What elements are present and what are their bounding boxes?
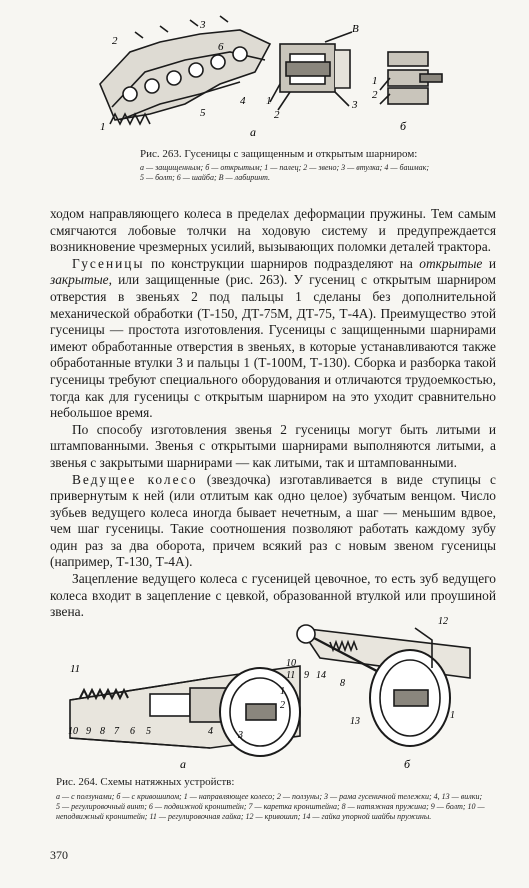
term-open: открытые [419, 255, 483, 271]
figure-264-legend: а — с ползунами; б — с кривошипом; 1 — направляющее колесо; 2 — ползуны; 3 — рама гусеничной тележки; 4, 13 — вилки; 5 — регулировочный винт; 6 — подвижной кронштейн; 7 — каретка кронштейна; 8 — натяжная пружина; 9 — болт; 10 — неподвижный кронштейн; 11 — регулировочная гайка; 12 — кривошип; 14 — гайка упорной шайбы пружины. [56, 792, 485, 821]
fig264-label-3: 3 [238, 730, 243, 741]
term-drive-wheel: Ведущее колесо [72, 471, 198, 487]
figure-264-caption: Рис. 264. Схемы натяжных устройств: [56, 776, 235, 788]
paragraph-2-a: по конструкции шарниров подразделяют на [144, 255, 420, 271]
fig263-label-6: 6 [218, 41, 224, 53]
fig264-label-8: 8 [100, 726, 105, 737]
paragraph-1: ходом направляющего колеса в пределах деформации пружины. Тем самым смягчаются лобовые толчки на ходовую систему и предупреждается возникновение чрезмерных усилий, вызывающих поломки деталей трактора. [50, 206, 496, 255]
term-closed: закрытые [50, 272, 109, 288]
fig263-label-s1: 1 [372, 75, 378, 87]
fig264-label-2: 2 [280, 700, 285, 711]
fig263-label-r2: 2 [274, 109, 280, 121]
fig263-label-r3: 3 [352, 99, 358, 111]
fig264-label-10: 10 [68, 726, 78, 737]
fig263-label-b: б [400, 119, 407, 133]
fig263-label-s2: 2 [372, 89, 378, 101]
fig264-label-6: 6 [130, 726, 135, 737]
paragraph-4 [50, 472, 496, 572]
paragraph-3: По способу изготовления звенья 2 гусеницы могут быть литыми и штампованными. Звенья с открытыми шарнирами выполняются литыми, а звенья с закрытыми шарнирами — как литыми, так и штампованными. [50, 421, 496, 470]
paragraph-2-and: и [482, 255, 496, 271]
fig264-label-1: 1 [280, 686, 285, 697]
paragraph-2-rest: , или защищенные (рис. 263). У гусениц с открытым шарниром отверстия в звеньях 2 под пальцы 1 сделаны без дополнительной механической обработки (Т-150, ДТ-75М, ДТ-75, Т-4А). Преимущество этой гусеницы — простота изготовления. Гусеницы с защищенными шарнирами имеют обработанные отверстия в звеньях, в которые устанавливаются также обработанные втулки 3 и пальцы 1 (Т-100М, Т-130). Сборка и разборка такой гусеницы требуют специального оборудования и отличаются трудоемкостью, тогда как для гусеницы с открытым шарниром на это уходит сравнительно небольшое время. [50, 272, 496, 421]
fig264-label-7: 7 [114, 726, 119, 737]
fig263-label-5: 5 [200, 107, 206, 119]
fig264-label-5: 5 [146, 726, 151, 737]
page-number: 370 [50, 848, 68, 862]
fig263-label-r1: 1 [266, 95, 272, 107]
fig263-label-3: 3 [200, 19, 206, 31]
fig264-label-9: 9 [86, 726, 91, 737]
fig263-label-4: 4 [240, 95, 246, 107]
paragraph-2 [50, 256, 496, 422]
fig263-label-1: 1 [100, 121, 106, 133]
paragraph-5: Зацепление ведущего колеса с гусеницей цевочное, то есть зуб ведущего колеса входит в зацепление с цевкой, образованной втулкой или проушиной звена. [50, 571, 496, 620]
fig263-label-a: а [250, 125, 256, 139]
fig264-label-4: 4 [208, 726, 213, 737]
figure-263-caption: Рис. 263. Гусеницы с защищенным и открытым шарниром: [140, 148, 418, 160]
figure-263-legend: а — защищенным; б — открытым; 1 — палец; 2 — звено; 3 — втулка; 4 — башмак; 5 — болт; 6 — шайба; В — лабиринт. [140, 163, 430, 182]
figure-264-drawing [60, 608, 480, 773]
body-text [50, 206, 496, 621]
fig264-label-r11: 11 [286, 670, 296, 681]
fig264-label-r9: 9 [304, 670, 309, 681]
fig264-label-r8: 8 [340, 678, 345, 689]
fig263-label-2: 2 [112, 35, 118, 47]
fig264-label-r14: 14 [316, 670, 326, 681]
fig263-label-B: В [352, 23, 359, 35]
fig264-label-a: а [180, 757, 186, 771]
fig264-label-r1: 1 [450, 710, 455, 721]
fig264-label-11: 11 [70, 663, 81, 675]
figure-263-drawing [90, 12, 450, 147]
term-tracks: Гусеницы [72, 255, 145, 271]
fig264-label-12: 12 [438, 616, 448, 627]
paragraph-4-rest: (звездочка) изготавливается в виде ступицы с привернутым к ней (или отлитым как одно целое) зубчатым венцом. Число зубьев ведущего колеса иногда бывает нечетным, а шаг — меньшим вдвое, чем шаг гусеницы. Такие соотношения позволяют работать каждому зубу один раз за два оборота, причем всякий раз с новым звеном гусеницы (например, Т-130, Т-4А). [50, 471, 496, 570]
fig264-label-r13: 13 [350, 716, 360, 727]
fig264-label-r10: 10 [286, 658, 296, 669]
fig264-label-b: б [404, 757, 411, 771]
